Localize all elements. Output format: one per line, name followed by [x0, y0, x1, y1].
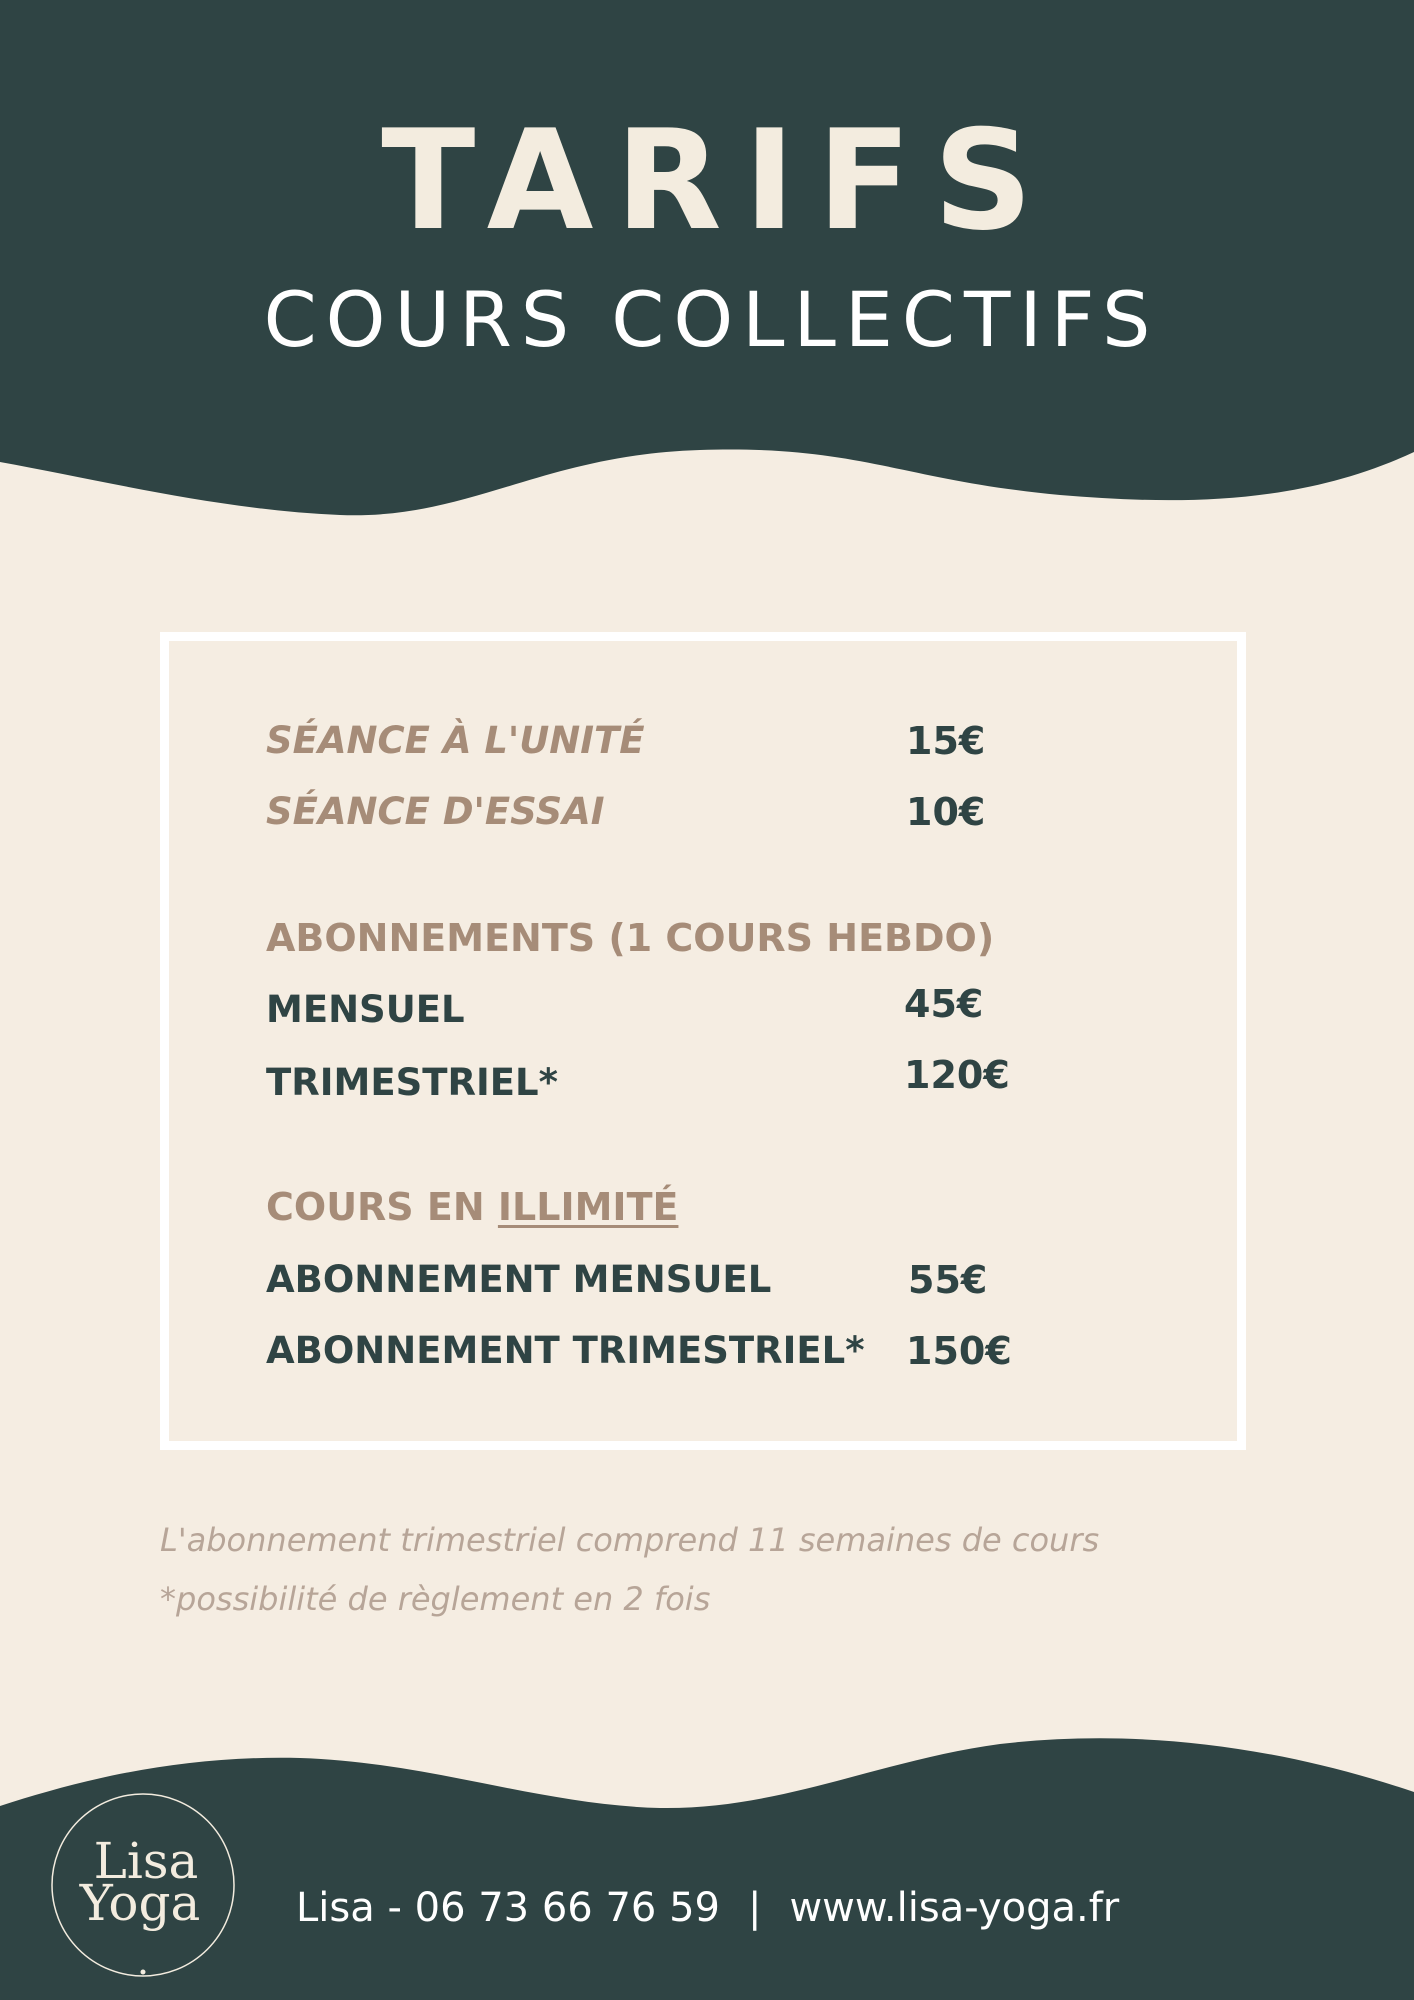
price-label-monthly: MENSUEL [266, 988, 465, 1031]
footer-contact [296, 1885, 1120, 1931]
svg-text:Yoga: Yoga [79, 1874, 201, 1932]
page-title: TARIFS [381, 100, 1055, 261]
unlimited-heading-prefix: COURS EN [266, 1185, 498, 1229]
price-value-quarterly: 120€ [904, 1053, 1010, 1097]
price-label-single-session: SÉANCE À L'UNITÉ [266, 719, 645, 762]
price-value-unlimited-monthly: 55€ [908, 1258, 988, 1302]
page-subtitle: COURS COLLECTIFS [263, 275, 1160, 364]
price-label-trial-session: SÉANCE D'ESSAI [266, 790, 605, 833]
price-label-unlimited-quarterly: ABONNEMENT TRIMESTRIEL* [266, 1329, 865, 1372]
unlimited-heading-emphasis: ILLIMITÉ [497, 1185, 679, 1229]
price-value-trial-session: 10€ [906, 790, 986, 834]
website-link[interactable]: www.lisa-yoga.fr [789, 1885, 1120, 1931]
header-wave-background [0, 0, 1414, 530]
svg-text:Lisa: Lisa [93, 1832, 199, 1890]
subscriptions-heading: ABONNEMENTS (1 COURS HEBDO) [266, 916, 995, 960]
price-label-unlimited-monthly: ABONNEMENT MENSUEL [266, 1258, 772, 1301]
note-quarterly-weeks: L'abonnement trimestriel comprend 11 semaines de cours [160, 1521, 1100, 1559]
unlimited-heading [266, 1185, 679, 1229]
contact-name-phone[interactable]: Lisa - 06 73 66 76 59 [296, 1885, 720, 1931]
contact-separator: | [747, 1885, 762, 1931]
price-label-quarterly: TRIMESTRIEL* [266, 1061, 558, 1104]
price-value-single-session: 15€ [906, 719, 986, 763]
price-value-unlimited-quarterly: 150€ [906, 1329, 1012, 1373]
price-value-monthly: 45€ [904, 982, 984, 1026]
note-payment-options: *possibilité de règlement en 2 fois [160, 1580, 711, 1618]
lisa-yoga-logo [48, 1790, 238, 1980]
